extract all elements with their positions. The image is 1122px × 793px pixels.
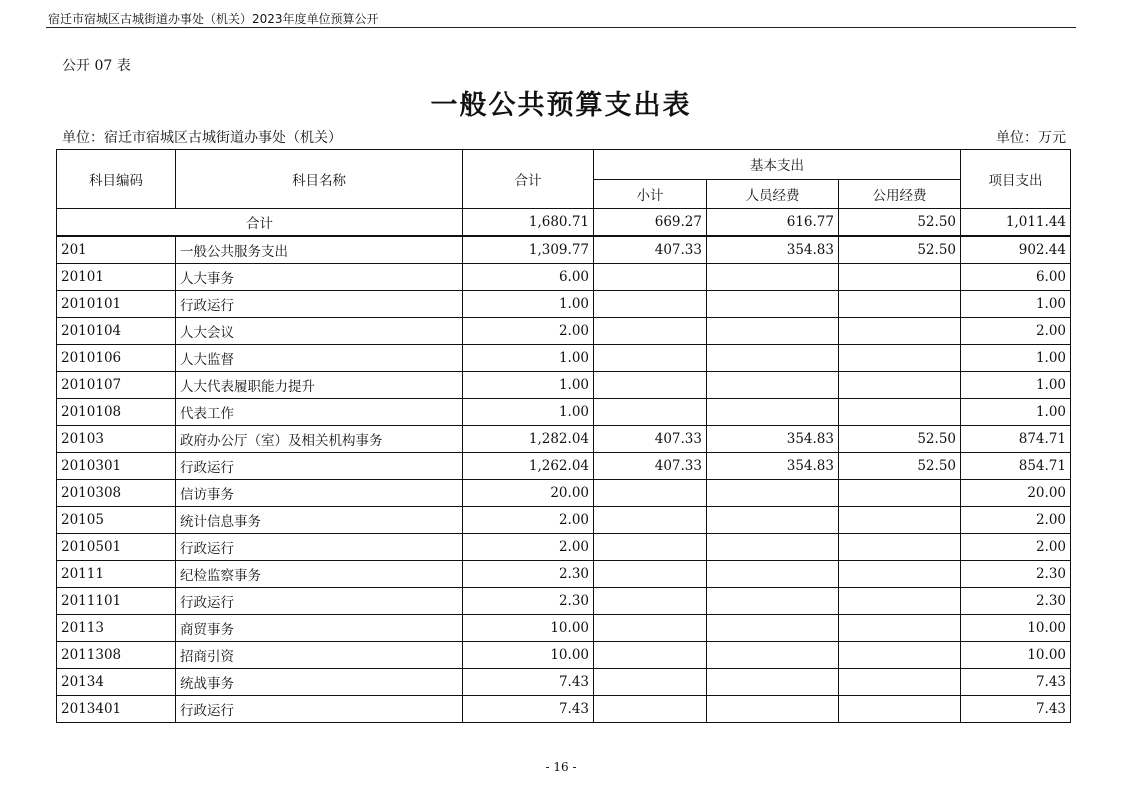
cell-name: 行政运行 [176, 534, 463, 561]
cell-project: 2.00 [961, 318, 1071, 345]
cell-total: 1,309.77 [463, 236, 594, 264]
cell-total: 20.00 [463, 480, 594, 507]
cell-public: 52.50 [839, 236, 961, 264]
total-label: 合计 [57, 209, 463, 237]
cell-subtotal [594, 345, 707, 372]
cell-project: 6.00 [961, 264, 1071, 291]
page-number: - 16 - [545, 760, 577, 774]
cell-code: 20111 [57, 561, 176, 588]
table-row [57, 291, 1071, 318]
currency-unit: 单位：万元 [996, 130, 1066, 146]
cell-name: 人大会议 [176, 318, 463, 345]
cell-name: 行政运行 [176, 291, 463, 318]
header-basic: 基本支出 [594, 150, 961, 180]
cell-code: 2010108 [57, 399, 176, 426]
cell-code: 2010101 [57, 291, 176, 318]
cell-personnel [707, 399, 839, 426]
cell-personnel: 354.83 [707, 236, 839, 264]
budget-table [56, 149, 1071, 723]
cell-subtotal [594, 480, 707, 507]
table-row [57, 453, 1071, 480]
cell-code: 2011101 [57, 588, 176, 615]
cell-subtotal [594, 669, 707, 696]
cell-personnel [707, 642, 839, 669]
cell-personnel [707, 507, 839, 534]
table-row [57, 399, 1071, 426]
table-row [57, 507, 1071, 534]
cell-code: 201 [57, 236, 176, 264]
cell-subtotal: 407.33 [594, 236, 707, 264]
header-total: 合计 [463, 150, 594, 209]
cell-public [839, 399, 961, 426]
cell-public: 52.50 [839, 426, 961, 453]
cell-project: 20.00 [961, 480, 1071, 507]
cell-subtotal [594, 291, 707, 318]
header-personnel: 人员经费 [707, 179, 839, 209]
cell-public [839, 264, 961, 291]
cell-personnel [707, 669, 839, 696]
cell-total: 1.00 [463, 345, 594, 372]
cell-name: 统战事务 [176, 669, 463, 696]
cell-subtotal [594, 615, 707, 642]
cell-public [839, 669, 961, 696]
cell-project: 2.30 [961, 588, 1071, 615]
table-row [57, 696, 1071, 723]
cell-name: 人大监督 [176, 345, 463, 372]
table-row [57, 642, 1071, 669]
cell-project: 7.43 [961, 696, 1071, 723]
cell-project: 1.00 [961, 291, 1071, 318]
cell-name: 人大代表履职能力提升 [176, 372, 463, 399]
cell-code: 2010308 [57, 480, 176, 507]
cell-name: 招商引资 [176, 642, 463, 669]
cell-name: 商贸事务 [176, 615, 463, 642]
cell-personnel [707, 615, 839, 642]
cell-name: 政府办公厅（室）及相关机构事务 [176, 426, 463, 453]
cell-subtotal [594, 264, 707, 291]
table-row [57, 588, 1071, 615]
table-row [57, 236, 1071, 264]
running-header: 宿迁市宿城区古城街道办事处（机关）2023年度单位预算公开 [48, 12, 379, 26]
cell-project: 902.44 [961, 236, 1071, 264]
unit-name: 单位：宿迁市宿城区古城街道办事处（机关） [62, 130, 342, 146]
cell-project: 1.00 [961, 372, 1071, 399]
cell-total: 2.30 [463, 588, 594, 615]
cell-name: 行政运行 [176, 696, 463, 723]
cell-public [839, 642, 961, 669]
cell-public: 52.50 [839, 453, 961, 480]
cell-public [839, 534, 961, 561]
total-subtotal: 669.27 [594, 209, 707, 237]
cell-name: 一般公共服务支出 [176, 236, 463, 264]
cell-subtotal: 407.33 [594, 426, 707, 453]
cell-subtotal [594, 561, 707, 588]
cell-total: 10.00 [463, 615, 594, 642]
cell-total: 7.43 [463, 669, 594, 696]
cell-subtotal [594, 399, 707, 426]
cell-public [839, 480, 961, 507]
cell-personnel [707, 561, 839, 588]
cell-project: 10.00 [961, 642, 1071, 669]
cell-code: 2010106 [57, 345, 176, 372]
header-project: 项目支出 [961, 150, 1071, 209]
table-row [57, 615, 1071, 642]
page-title: 一般公共预算支出表 [430, 90, 692, 121]
cell-personnel [707, 345, 839, 372]
cell-subtotal [594, 507, 707, 534]
cell-project: 2.00 [961, 507, 1071, 534]
table-body [57, 209, 1071, 723]
cell-project: 10.00 [961, 615, 1071, 642]
cell-personnel [707, 696, 839, 723]
cell-public [839, 696, 961, 723]
table-row [57, 480, 1071, 507]
table-row [57, 264, 1071, 291]
cell-code: 20105 [57, 507, 176, 534]
total-row [57, 209, 1071, 237]
cell-personnel [707, 291, 839, 318]
cell-code: 2010107 [57, 372, 176, 399]
cell-public [839, 372, 961, 399]
cell-personnel [707, 318, 839, 345]
cell-name: 纪检监察事务 [176, 561, 463, 588]
cell-subtotal [594, 642, 707, 669]
cell-code: 2011308 [57, 642, 176, 669]
cell-total: 1.00 [463, 291, 594, 318]
header-rule [46, 27, 1076, 28]
cell-public [839, 318, 961, 345]
cell-project: 874.71 [961, 426, 1071, 453]
cell-name: 统计信息事务 [176, 507, 463, 534]
header-public: 公用经费 [839, 179, 961, 209]
cell-total: 1.00 [463, 372, 594, 399]
header-name: 科目名称 [176, 150, 463, 209]
cell-project: 1.00 [961, 399, 1071, 426]
cell-name: 信访事务 [176, 480, 463, 507]
cell-code: 2010104 [57, 318, 176, 345]
cell-personnel [707, 480, 839, 507]
cell-total: 10.00 [463, 642, 594, 669]
cell-subtotal [594, 696, 707, 723]
cell-name: 人大事务 [176, 264, 463, 291]
total-project: 1,011.44 [961, 209, 1071, 237]
total-public: 52.50 [839, 209, 961, 237]
cell-subtotal: 407.33 [594, 453, 707, 480]
cell-personnel: 354.83 [707, 453, 839, 480]
table-row [57, 669, 1071, 696]
cell-public [839, 561, 961, 588]
cell-public [839, 615, 961, 642]
table-row [57, 318, 1071, 345]
table-row [57, 534, 1071, 561]
cell-subtotal [594, 588, 707, 615]
cell-project: 2.00 [961, 534, 1071, 561]
cell-total: 7.43 [463, 696, 594, 723]
cell-personnel [707, 588, 839, 615]
cell-total: 1,282.04 [463, 426, 594, 453]
cell-total: 1,262.04 [463, 453, 594, 480]
cell-total: 2.30 [463, 561, 594, 588]
cell-subtotal [594, 318, 707, 345]
total-personnel: 616.77 [707, 209, 839, 237]
cell-code: 2013401 [57, 696, 176, 723]
cell-total: 1.00 [463, 399, 594, 426]
cell-total: 6.00 [463, 264, 594, 291]
header-code: 科目编码 [57, 150, 176, 209]
cell-personnel: 354.83 [707, 426, 839, 453]
cell-subtotal [594, 534, 707, 561]
table-header [57, 150, 1071, 209]
cell-personnel [707, 534, 839, 561]
cell-name: 代表工作 [176, 399, 463, 426]
cell-public [839, 345, 961, 372]
table-row [57, 426, 1071, 453]
cell-public [839, 291, 961, 318]
cell-code: 2010301 [57, 453, 176, 480]
cell-public [839, 507, 961, 534]
cell-code: 20103 [57, 426, 176, 453]
total-total: 1,680.71 [463, 209, 594, 237]
table-row [57, 345, 1071, 372]
cell-total: 2.00 [463, 318, 594, 345]
cell-total: 2.00 [463, 534, 594, 561]
cell-subtotal [594, 372, 707, 399]
cell-project: 854.71 [961, 453, 1071, 480]
cell-public [839, 588, 961, 615]
cell-project: 1.00 [961, 345, 1071, 372]
cell-name: 行政运行 [176, 588, 463, 615]
cell-code: 2010501 [57, 534, 176, 561]
cell-project: 2.30 [961, 561, 1071, 588]
cell-personnel [707, 372, 839, 399]
cell-personnel [707, 264, 839, 291]
table-row [57, 372, 1071, 399]
header-subtotal: 小计 [594, 179, 707, 209]
table-code: 公开 07 表 [62, 58, 131, 74]
table-row [57, 561, 1071, 588]
cell-code: 20134 [57, 669, 176, 696]
cell-code: 20113 [57, 615, 176, 642]
cell-total: 2.00 [463, 507, 594, 534]
cell-name: 行政运行 [176, 453, 463, 480]
cell-project: 7.43 [961, 669, 1071, 696]
cell-code: 20101 [57, 264, 176, 291]
